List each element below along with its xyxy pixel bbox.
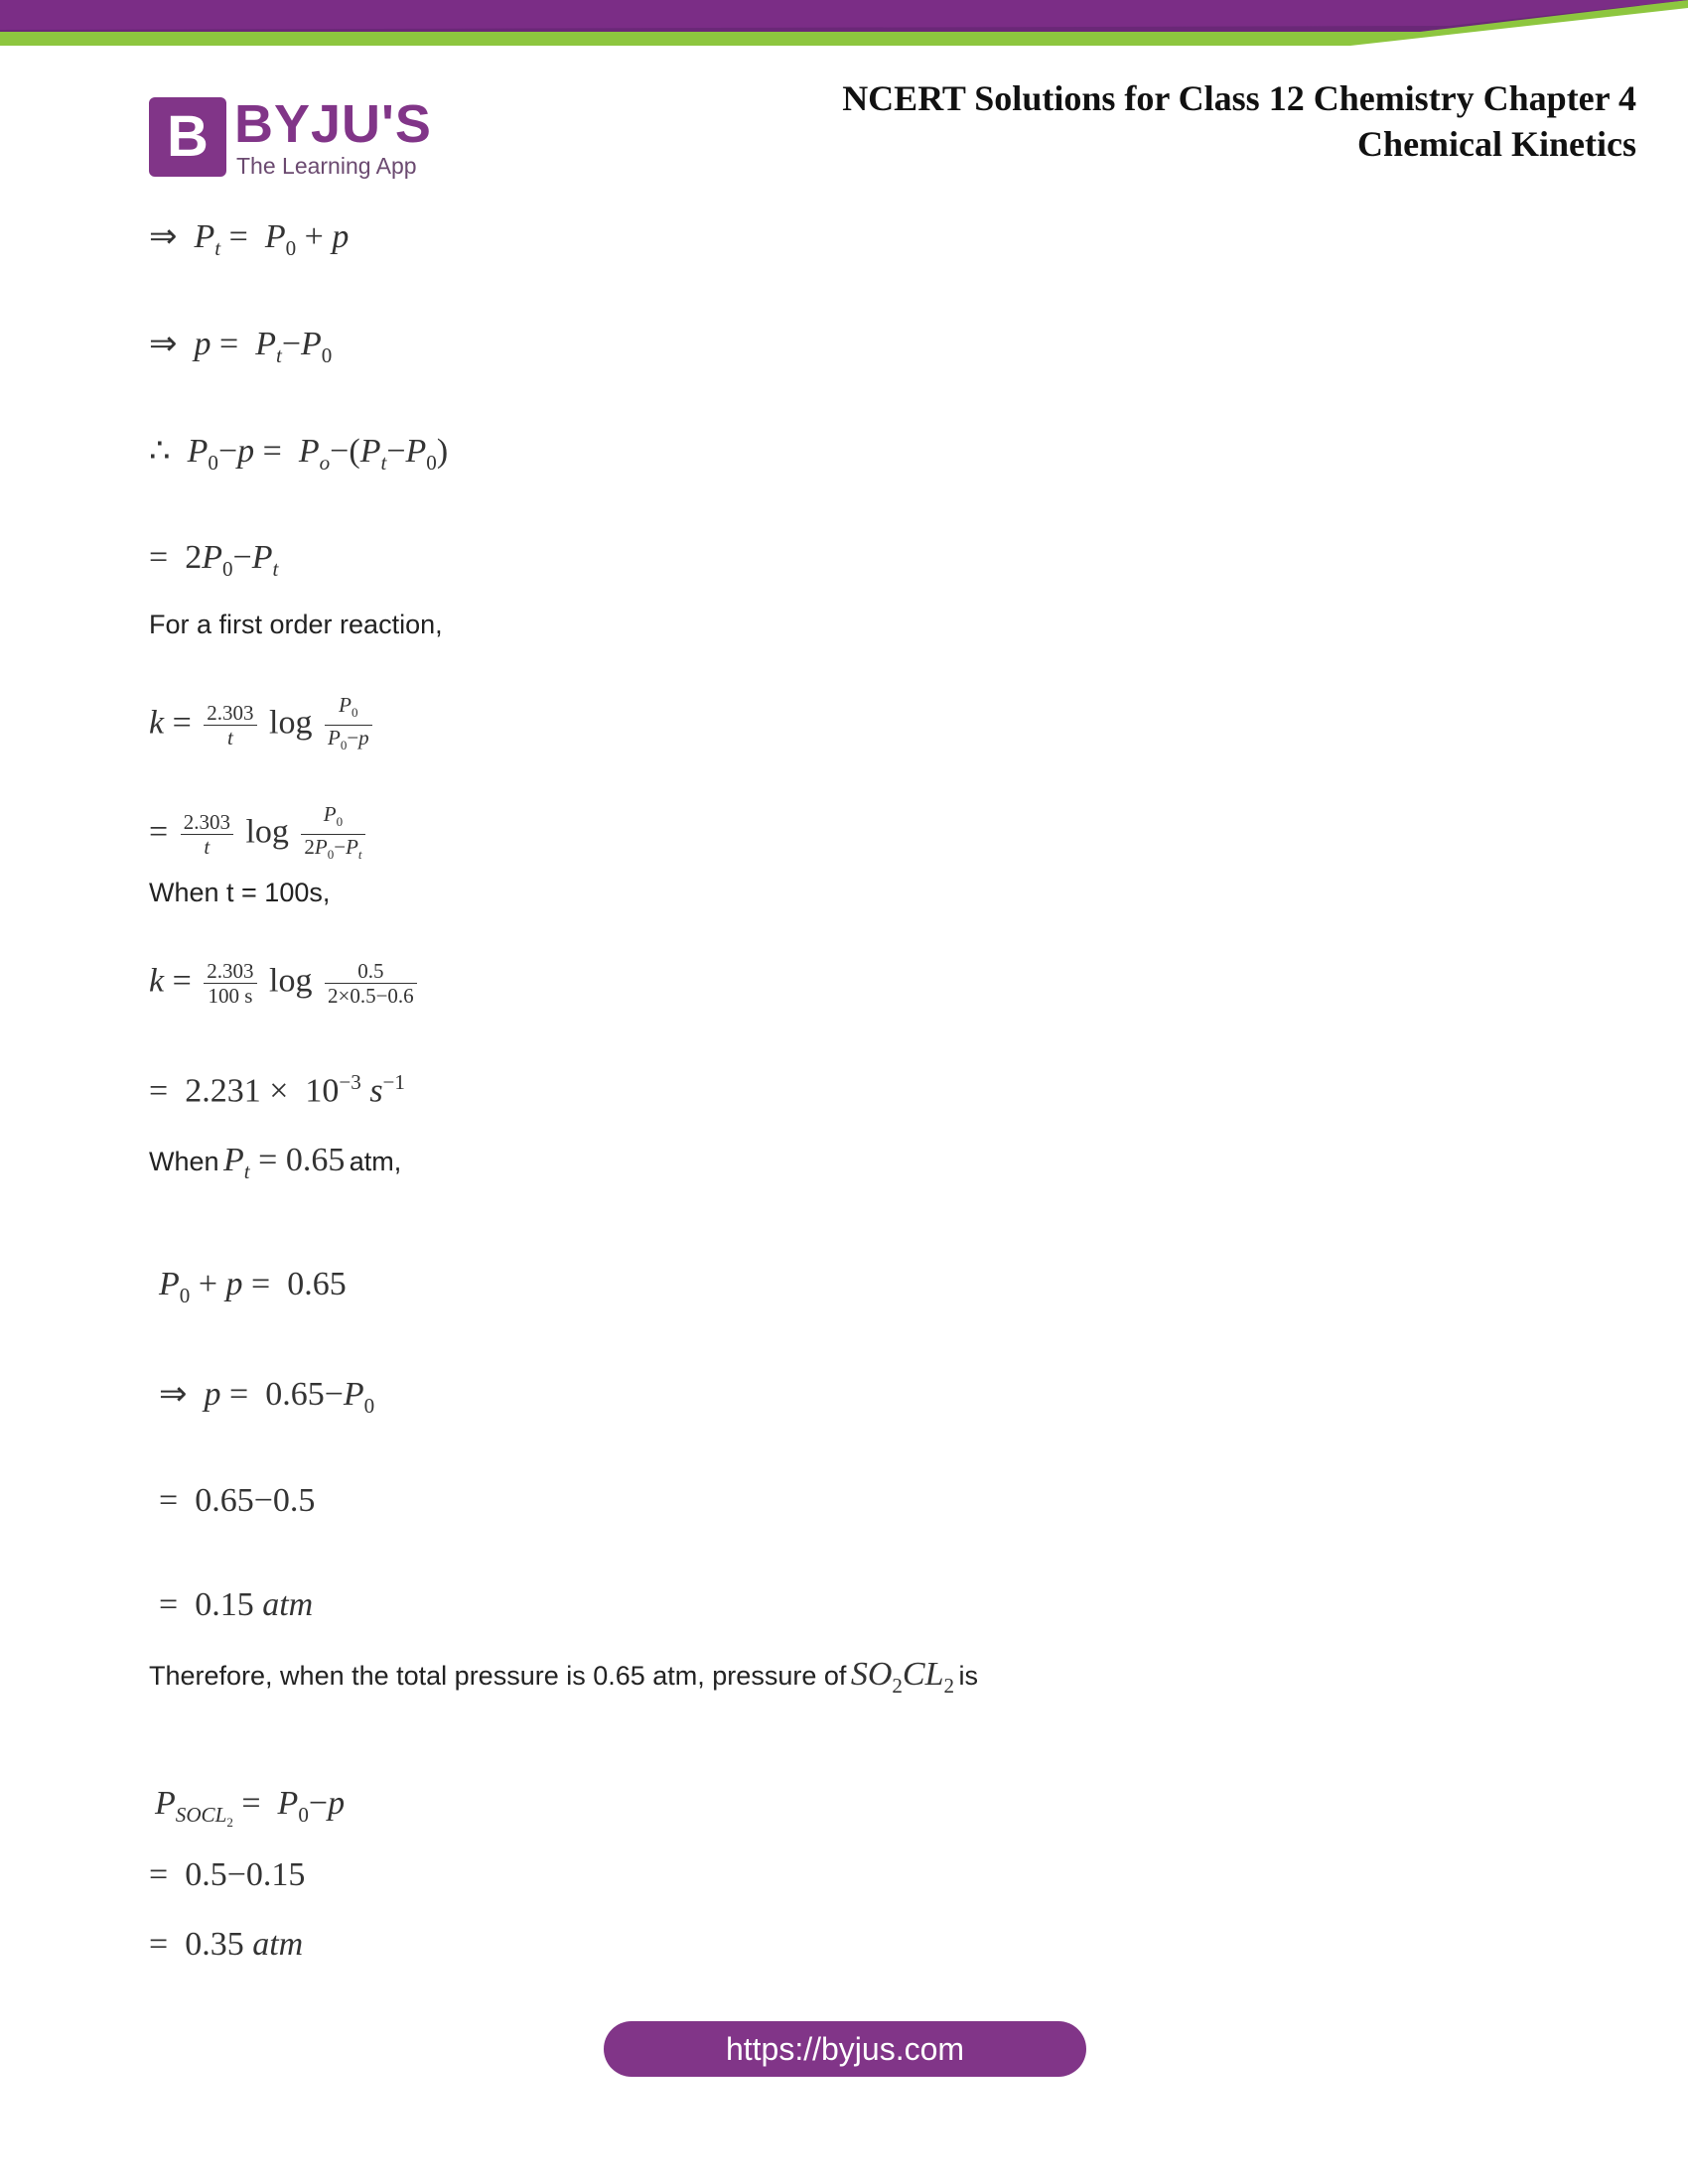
op: = — [241, 1785, 261, 1822]
op: = — [149, 1856, 169, 1893]
implies-symbol: ⇒ — [159, 1376, 188, 1413]
op: = — [229, 1376, 249, 1413]
exponent: −3 — [339, 1070, 361, 1094]
op: − — [308, 1785, 329, 1822]
sub: SOCL — [175, 1802, 227, 1827]
sub: 0 — [336, 814, 344, 830]
coef: 2 — [304, 835, 315, 860]
var: P — [251, 539, 273, 576]
op: = — [172, 704, 192, 742]
var: P — [298, 433, 320, 470]
sub: t — [243, 1159, 250, 1183]
op: − — [334, 835, 347, 860]
var: P — [323, 802, 337, 826]
op: − — [386, 433, 406, 470]
equation-pressure-socl2 — [155, 1785, 345, 1831]
byjus-logo — [149, 94, 447, 179]
equation-p-result — [159, 1586, 313, 1624]
equation-pressure-calc — [149, 1856, 305, 1894]
sub: t — [357, 847, 362, 863]
sub: 2 — [226, 1815, 233, 1830]
sub: 0 — [327, 847, 335, 863]
text-when-pt — [149, 1142, 401, 1184]
fraction — [301, 802, 364, 867]
var: P — [277, 1785, 299, 1822]
op: = — [159, 1586, 179, 1623]
var: P — [159, 1266, 180, 1302]
equation-k-substituted — [149, 802, 369, 867]
sub: t — [214, 235, 221, 260]
exponent: −1 — [382, 1070, 405, 1094]
var: P — [339, 693, 352, 717]
equation-subtract — [159, 1482, 315, 1520]
equation-2p0-pt — [149, 539, 278, 582]
sub: 0 — [321, 342, 333, 367]
logo-tagline: The Learning App — [236, 153, 417, 179]
var: k — [149, 704, 165, 742]
equation-sum — [159, 1266, 347, 1308]
var: p — [358, 726, 369, 751]
var: p — [328, 1785, 346, 1822]
sub: 0 — [208, 450, 218, 475]
logo-b-badge — [149, 97, 226, 177]
fraction — [181, 810, 233, 859]
log: log — [269, 704, 313, 742]
value: 0.35 — [185, 1926, 244, 1963]
var: P — [359, 433, 381, 470]
denominator: 100 s — [208, 984, 253, 1008]
op: = — [258, 1142, 278, 1178]
op: = — [149, 539, 169, 576]
value: 0.15 — [195, 1586, 254, 1623]
var: p — [204, 1376, 221, 1413]
denominator: t — [204, 835, 211, 860]
var: P — [405, 433, 427, 470]
var: P — [264, 218, 286, 255]
equation-therefore: ∴ $P_0-p = P_o-(P_t-P_0)$ — [149, 433, 449, 475]
op: × — [269, 1072, 289, 1110]
op: = — [228, 218, 248, 255]
sub: 0 — [221, 556, 233, 581]
text: Therefore, when the total pressure is 0.65 atm, pressure of — [149, 1661, 847, 1691]
sub: 2 — [892, 1673, 903, 1698]
equation-k-general — [149, 693, 376, 757]
numerator: 2.303 — [204, 959, 256, 984]
op: = — [251, 1266, 271, 1302]
therefore-symbol: ∴ — [149, 433, 171, 470]
value: 0.65 — [265, 1376, 325, 1413]
title-line-2: Chemical Kinetics — [1357, 124, 1636, 164]
op: = — [262, 433, 282, 470]
text-first-order: For a first order reaction, — [149, 610, 443, 639]
sub: 0 — [363, 1393, 375, 1418]
op: = — [219, 326, 239, 362]
var: P — [194, 218, 215, 255]
numerator: 0.5 — [325, 959, 417, 984]
var: P — [223, 1142, 244, 1178]
op: = — [159, 1482, 179, 1519]
denominator: t — [226, 726, 233, 751]
implies-symbol: ⇒ — [149, 326, 178, 362]
unit: s — [369, 1072, 383, 1110]
op: = — [149, 1926, 169, 1963]
sub: o — [319, 450, 331, 475]
fraction — [325, 959, 417, 1008]
value: 2.231 — [185, 1072, 261, 1110]
var: p — [237, 433, 255, 470]
document-title — [842, 75, 1636, 167]
text: atm, — [349, 1147, 402, 1176]
sub: 0 — [340, 738, 348, 753]
text-therefore-pressure — [149, 1656, 978, 1699]
value: 10 — [305, 1072, 340, 1110]
sub: 0 — [351, 705, 358, 721]
value: 0.65 — [285, 1142, 346, 1178]
var: P — [255, 326, 276, 362]
sub: t — [380, 450, 387, 475]
title-line-1: NCERT Solutions for Class 12 Chemistry Chapter 4 — [842, 78, 1636, 118]
header-color-band — [0, 0, 1688, 60]
op: − — [347, 726, 359, 751]
value: 0.65 — [287, 1266, 347, 1302]
fraction — [204, 959, 256, 1008]
numerator: 2.303 — [181, 810, 233, 835]
var: P — [202, 539, 222, 576]
denominator: 2×0.5−0.6 — [327, 984, 414, 1008]
var: p — [194, 326, 211, 362]
op: = — [149, 1072, 169, 1110]
equation-k-values — [149, 959, 421, 1008]
sub: 2 — [943, 1673, 955, 1698]
var: p — [332, 218, 350, 255]
equation-p-value — [159, 1374, 374, 1419]
fraction — [325, 693, 372, 757]
var: P — [314, 835, 328, 860]
numerator: 2.303 — [204, 701, 256, 726]
op: + — [304, 218, 324, 255]
equation-p-diff — [149, 324, 332, 368]
equation-pressure-result — [149, 1926, 303, 1964]
value: 0.65−0.5 — [195, 1482, 316, 1519]
logo-name: BYJU'S — [234, 94, 432, 154]
implies-symbol: ⇒ — [149, 218, 178, 255]
op: = — [172, 962, 192, 1000]
sub: 0 — [179, 1283, 191, 1307]
equation-k-result — [149, 1070, 405, 1110]
log: log — [245, 813, 289, 851]
sub: 0 — [426, 450, 437, 475]
var: k — [149, 962, 165, 1000]
var: P — [187, 433, 209, 470]
text-when-t: When t = 100s, — [149, 878, 331, 907]
var: P — [327, 726, 341, 751]
text: is — [958, 1661, 979, 1691]
op: − — [281, 326, 302, 362]
equation-pt-total — [149, 216, 349, 261]
sub: t — [275, 342, 282, 367]
sub: 0 — [285, 235, 297, 260]
unit: atm — [252, 1926, 304, 1963]
website-link-button[interactable] — [604, 2021, 1086, 2077]
unit: atm — [262, 1586, 314, 1623]
var: p — [225, 1266, 243, 1302]
op: + — [198, 1266, 218, 1302]
formula: SO — [850, 1656, 893, 1693]
log: log — [269, 962, 313, 1000]
op: − — [232, 539, 252, 576]
var: P — [155, 1785, 176, 1822]
sub: t — [272, 556, 279, 581]
sub: 0 — [298, 1802, 309, 1827]
op: − — [217, 433, 238, 470]
text: When — [149, 1147, 219, 1176]
var: P — [346, 835, 358, 860]
var: P — [343, 1376, 364, 1413]
website-url[interactable]: https://byjus.com — [725, 2031, 965, 2067]
value: 0.5−0.15 — [185, 1856, 306, 1893]
var: P — [301, 326, 322, 362]
logo-letter: B — [167, 104, 209, 169]
op: − — [324, 1376, 344, 1413]
coef: 2 — [185, 539, 203, 576]
formula: CL — [902, 1656, 944, 1693]
op: − — [330, 433, 350, 470]
op: = — [149, 813, 169, 851]
fraction — [204, 701, 256, 750]
